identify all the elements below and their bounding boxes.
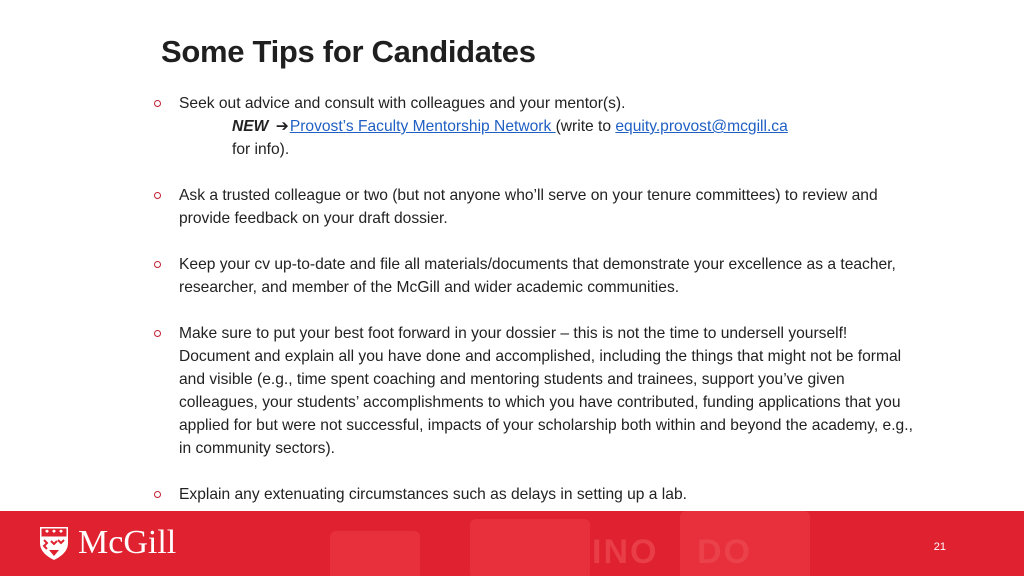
footer-decoration xyxy=(470,519,590,576)
new-label: NEW xyxy=(232,118,269,135)
bullet-marker-icon xyxy=(154,192,161,199)
bullet-marker-icon xyxy=(154,261,161,268)
bullet-text: Keep your cv up-to-date and file all materials/documents that demonstrate your excellence as a teacher, researcher, and member of the McGill and wider academic communities. xyxy=(179,256,896,296)
mentorship-network-link[interactable]: Provost’s Faculty Mentorship Network xyxy=(289,118,556,135)
bullet-item xyxy=(154,483,914,506)
bullet-item xyxy=(154,253,914,299)
arrow-right-icon: ➔ xyxy=(275,118,289,135)
bullet-item xyxy=(154,92,914,161)
email-link[interactable]: equity.provost@mcgill.ca xyxy=(615,118,788,135)
bullet-marker-icon xyxy=(154,330,161,337)
bullet-text: Make sure to put your best foot forward in your dossier – this is not the time to undersell yourself! Document and explain all you have done and accomplished, including the things that might not be formal and visible (e.g., time spent coaching and mentoring students and trainees, support you’ve given colleagues, your students’ accomplishments to which you have contributed, funding applications that you applied for but were not successful, impacts of your scholarship both within and beyond the academy, e.g., in community sectors). xyxy=(179,325,913,457)
bullet-item xyxy=(154,184,914,230)
bullet-subline xyxy=(179,115,914,138)
bullet-list xyxy=(154,92,914,506)
bullet-text: Explain any extenuating circumstances such as delays in setting up a lab. xyxy=(179,486,687,503)
bullet-text-end: for info). xyxy=(232,141,290,158)
bullet-marker-icon xyxy=(154,100,161,107)
slide-title: Some Tips for Candidates xyxy=(161,34,536,69)
bullet-text: Seek out advice and consult with colleagues and your mentor(s). xyxy=(179,95,626,112)
bullet-text-mid: (write to xyxy=(555,118,616,135)
footer-watermark: INO xyxy=(592,533,659,571)
bullet-item xyxy=(154,322,914,460)
mcgill-logo xyxy=(38,525,176,561)
shield-icon xyxy=(38,525,70,561)
bullet-subline xyxy=(179,138,914,161)
bullet-text: Ask a trusted colleague or two (but not anyone who’ll serve on your tenure committees) to review and provide feedback on your draft dossier. xyxy=(179,187,878,227)
footer-decoration xyxy=(330,531,420,576)
logo-wordmark: McGill xyxy=(78,524,177,561)
footer-bar xyxy=(0,511,1024,576)
bullet-marker-icon xyxy=(154,491,161,498)
page-number: 21 xyxy=(933,541,946,553)
footer-watermark: DO xyxy=(697,533,752,571)
